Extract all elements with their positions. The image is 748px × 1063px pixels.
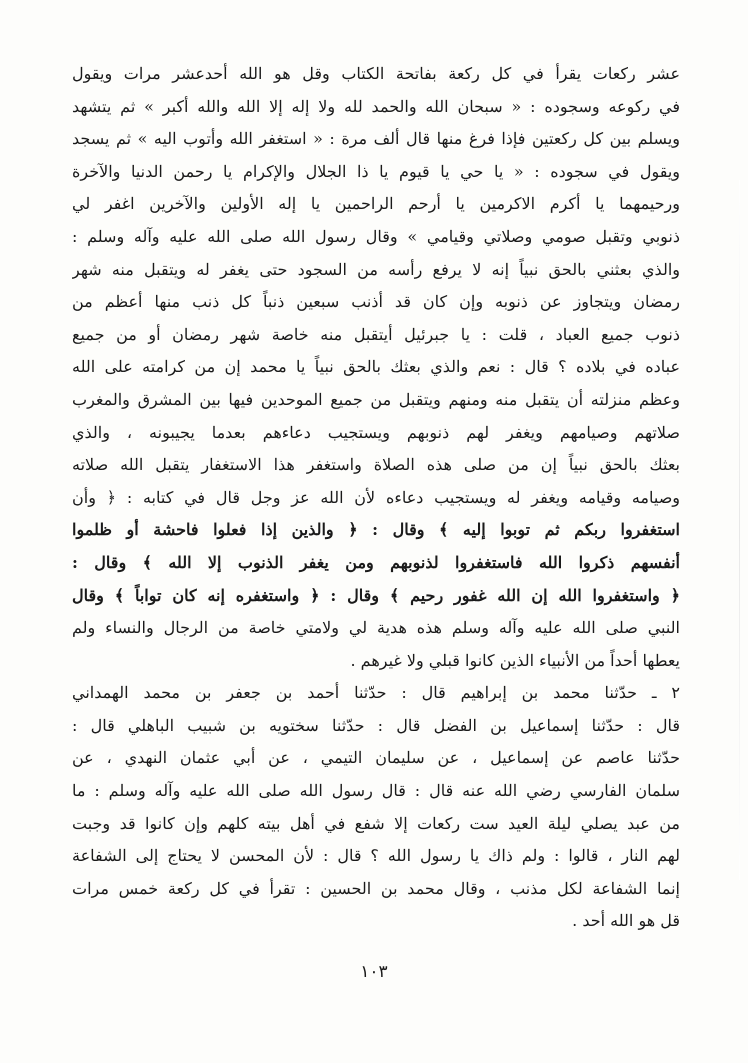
text-line: ٢ ـ حدّثنا محمد بن إبراهيم قال : حدّثنا أحمد بن جعفر بن محمد الهمداني [72, 683, 680, 703]
text-line: ويسلم بين كل ركعتين فإذا فرغ منها قال ألف مرة : « استغفر الله وأتوب اليه » ثم يسجد [72, 129, 680, 149]
text-line: بعثك بالحق نبياً إن من صلى هذه الصلاة واستغفر هذا الاستغفار يتقبل الله صلاته [72, 455, 680, 475]
text-line: صلاتهم وصيامهم ويغفر لهم ذنوبهم ويستجيب دعاءهم بعدما يجيبونه ، والذي [72, 422, 680, 442]
text-line: استغفروا ربكم ثم توبوا إليه ﴾ وقال : ﴿ والذين إذا فعلوا فاحشة أو ظلموا [72, 520, 680, 540]
text-line: أنفسهم ذكروا الله فاستغفروا لذنوبهم ومن يغفر الذنوب إلا الله ﴾ وقال : [72, 552, 680, 572]
text-line: يعطها أحداً من الأنبياء الذين كانوا قبلي ولا غيرهم . [350, 650, 680, 670]
text-line: ورحيمهما يا أكرم الاكرمين يا أرحم الراحمين يا إله الأولين والآخرين اغفر لي [72, 194, 680, 214]
text-line: إنما الشفاعة لكل مذنب ، وقال محمد بن الحسين : تقرأ في كل ركعة خمس مرات [72, 878, 680, 898]
text-line: ذنوب جميع العباد ، قلت : يا جبرئيل أيتقبل منه خاصة شهر رمضان أو من جميع [72, 324, 680, 344]
text-line: ﴿ واستغفروا الله إن الله غفور رحيم ﴾ وقال : ﴿ واستغفره إنه كان تواباً ﴾ وقال [72, 585, 680, 605]
text-line: في ركوعه وسجوده : « سبحان الله والحمد لله ولا إله إلا الله والله أكبر » ثم يتشهد [72, 96, 680, 116]
scan-edge-shadow [739, 180, 740, 880]
text-line: ويقول في سجوده : « يا حي يا قيوم يا ذا الجلال والإكرام يا رحمن الدنيا والآخرة [72, 161, 680, 181]
text-line: والذي بعثني بالحق نبياً إنه لا يرفع رأسه من السجود حتى يغفر له ويتقبل منه شهر [72, 259, 680, 279]
text-line: قل هو الله أحد . [572, 911, 680, 931]
text-line: قال : حدّثنا إسماعيل بن الفضل قال : حدّثنا سختويه بن شبيب الباهلي قال : [72, 715, 680, 735]
body-text [72, 58, 680, 938]
text-line: النبي صلى الله عليه وآله وسلم هذه هدية لي ولامتي خاصة من الرجال والنساء ولم [72, 618, 680, 638]
text-line: ذنوبي وتقبل صومي وصلاتي وقيامي » وقال رسول الله صلى الله عليه وآله وسلم : [72, 226, 680, 246]
text-line: سلمان الفارسي رضي الله عنه قال : قال رسول الله صلى الله عليه وآله وسلم : ما [72, 781, 680, 801]
page-number: ١٠٣ [360, 962, 388, 982]
text-line: رمضان ويتجاوز عن ذنوبه وإن كان قد أذنب سبعين ذنباً كل ذنب منها أعظم من [72, 292, 680, 312]
text-line: عشر ركعات يقرأ في كل ركعة بفاتحة الكتاب وقل هو الله أحدعشر مرات ويقول [72, 64, 680, 83]
text-line: حدّثنا عاصم عن إسماعيل ، عن سليمان التيمي ، عن أبي عثمان النهدي ، عن [72, 748, 680, 768]
text-line: لهم النار ، قالوا : ولم ذاك يا رسول الله ؟ قال : لأن المحسن لا يحتاج إلى الشفاعة [72, 846, 680, 866]
text-line: من عبد يصلي ليلة العيد ست ركعات إلا شفع في أهل بيته كلهم وإن كانوا قد وجبت [72, 813, 680, 833]
text-line: وصيامه وقيامه ويغفر له ويستجيب دعاءه لأن الله عز وجل قال في كتابه : ﴿ وأن [72, 487, 680, 507]
text-line: عباده في بلاده ؟ قال : نعم والذي بعثك بالحق نبياً يا محمد إن من كرامته على الله [72, 357, 680, 377]
text-line: وعظم منزلته أن يتقبل منه ومنهم ويتقبل من جميع الموحدين فيها بين المشرق والمغرب [72, 389, 680, 409]
